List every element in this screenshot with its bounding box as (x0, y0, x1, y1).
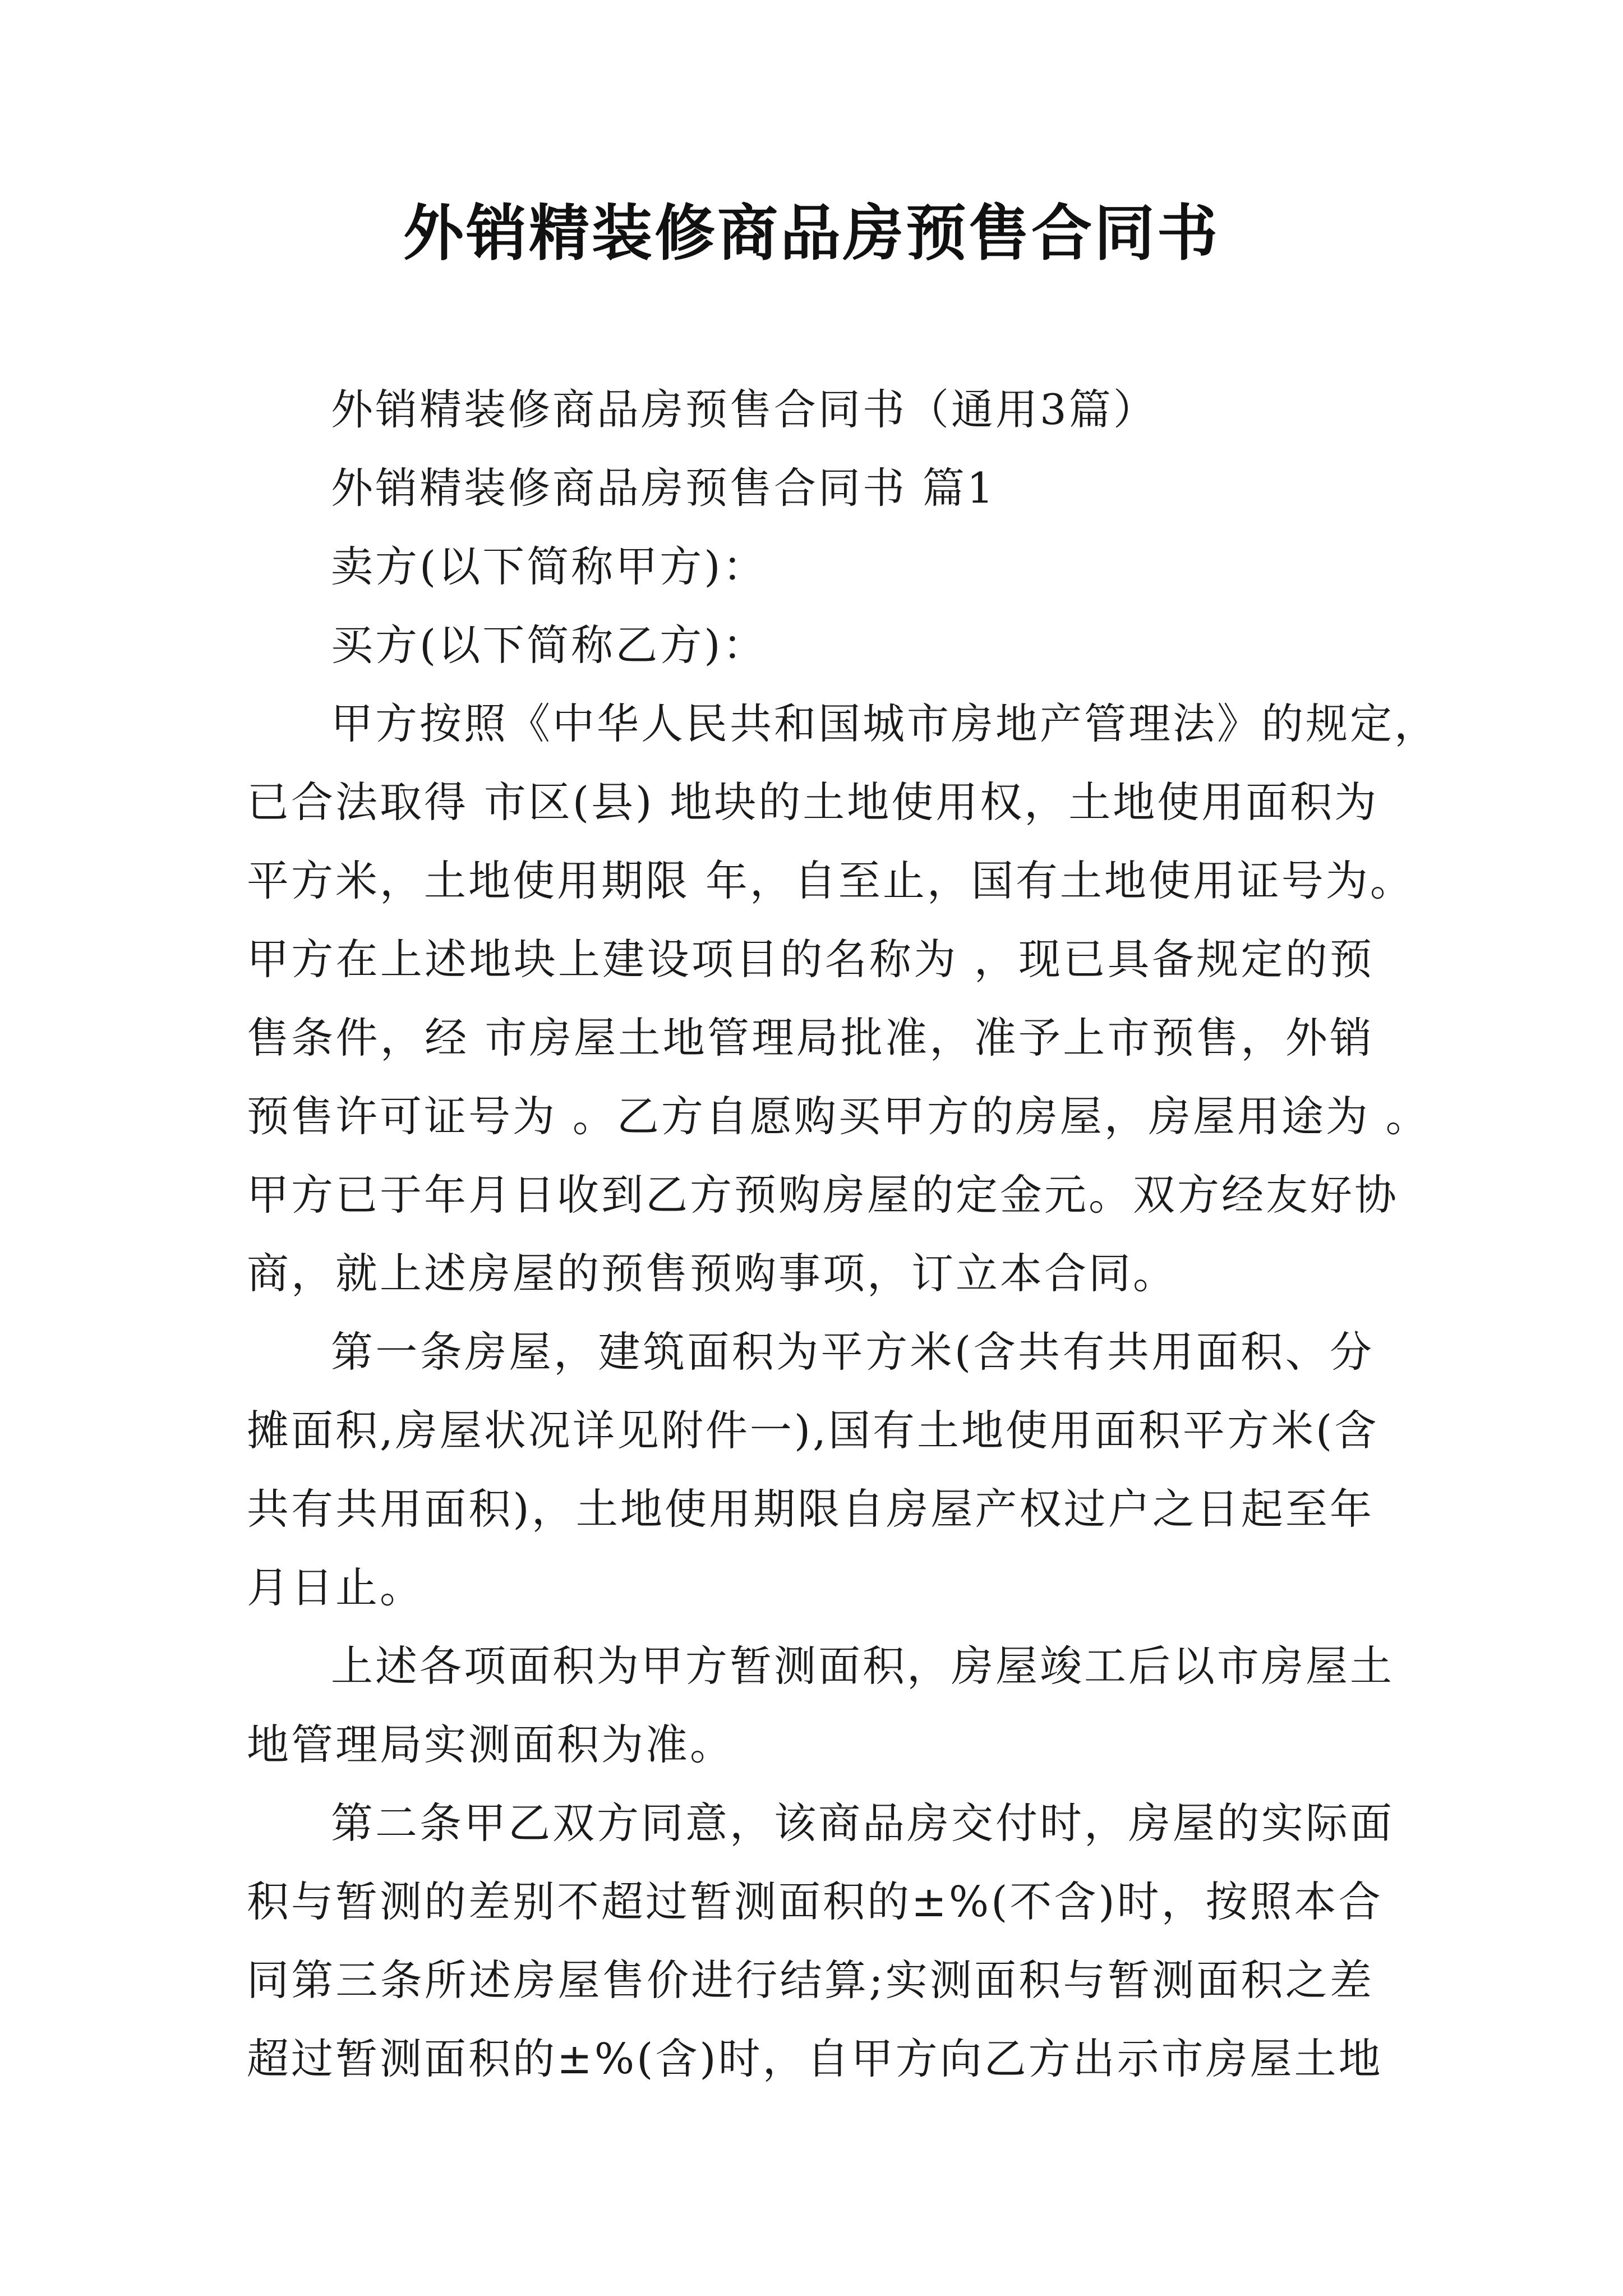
paragraph-line: 上述各项面积为甲方暂测面积，房屋竣工后以市房屋土 (331, 1641, 1395, 1691)
paragraph-line: 第二条甲乙双方同意，该商品房交付时，房屋的实际面 (331, 1798, 1395, 1848)
section-heading: 外销精装修商品房预售合同书 篇1 (331, 463, 996, 513)
buyer-line: 买方(以下简称乙方)： (331, 620, 767, 670)
paragraph-line: 平方米，土地使用期限 年，自至止，国有土地使用证号为。 (247, 856, 1414, 905)
paragraph-line: 超过暂测面积的±%(含)时，自甲方向乙方出示市房屋土地 (247, 2034, 1383, 2083)
paragraph-line: 甲方在上述地块上建设项目的名称为 ，现已具备规定的预 (247, 935, 1374, 984)
document-title: 外销精装修商品房预售合同书 (403, 199, 1220, 269)
paragraph-line: 同第三条所述房屋售价进行结算;实测面积与暂测面积之差 (247, 1955, 1374, 2005)
paragraph-line: 甲方按照《中华人民共和国城市房地产管理法》的规定， (331, 699, 1439, 748)
document-body (247, 370, 1439, 2098)
paragraph-line: 第一条房屋，建筑面积为平方米(含共有共用面积、分 (331, 1327, 1374, 1377)
paragraph-line: 月日止。 (247, 1563, 425, 1612)
paragraph-line: 商，就上述房屋的预售预购事项，订立本合同。 (247, 1249, 1178, 1298)
paragraph-line: 共有共用面积)，土地使用期限自房屋产权过户之日起至年 (247, 1484, 1374, 1534)
paragraph-line: 积与暂测的差别不超过暂测面积的±%(不含)时，按照本合 (247, 1877, 1383, 1926)
paragraph-line: 甲方已于年月日收到乙方预购房屋的定金元。双方经友好协 (247, 1170, 1399, 1220)
subtitle-line: 外销精装修商品房预售合同书（通用3篇） (331, 385, 1158, 434)
seller-line: 卖方(以下简称甲方)： (331, 542, 767, 591)
paragraph-line: 预售许可证号为 。乙方自愿购买甲方的房屋，房屋用途为 。 (247, 1092, 1430, 1141)
paragraph-line: 已合法取得 市区(县) 地块的土地使用权，土地使用面积为 (247, 777, 1379, 827)
paragraph-line: 摊面积,房屋状况详见附件一),国有土地使用面积平方米(含 (247, 1406, 1379, 1455)
paragraph-line: 地管理局实测面积为准。 (247, 1720, 735, 1769)
paragraph-line: 售条件，经 市房屋土地管理局批准，准予上市预售，外销 (247, 1013, 1374, 1062)
